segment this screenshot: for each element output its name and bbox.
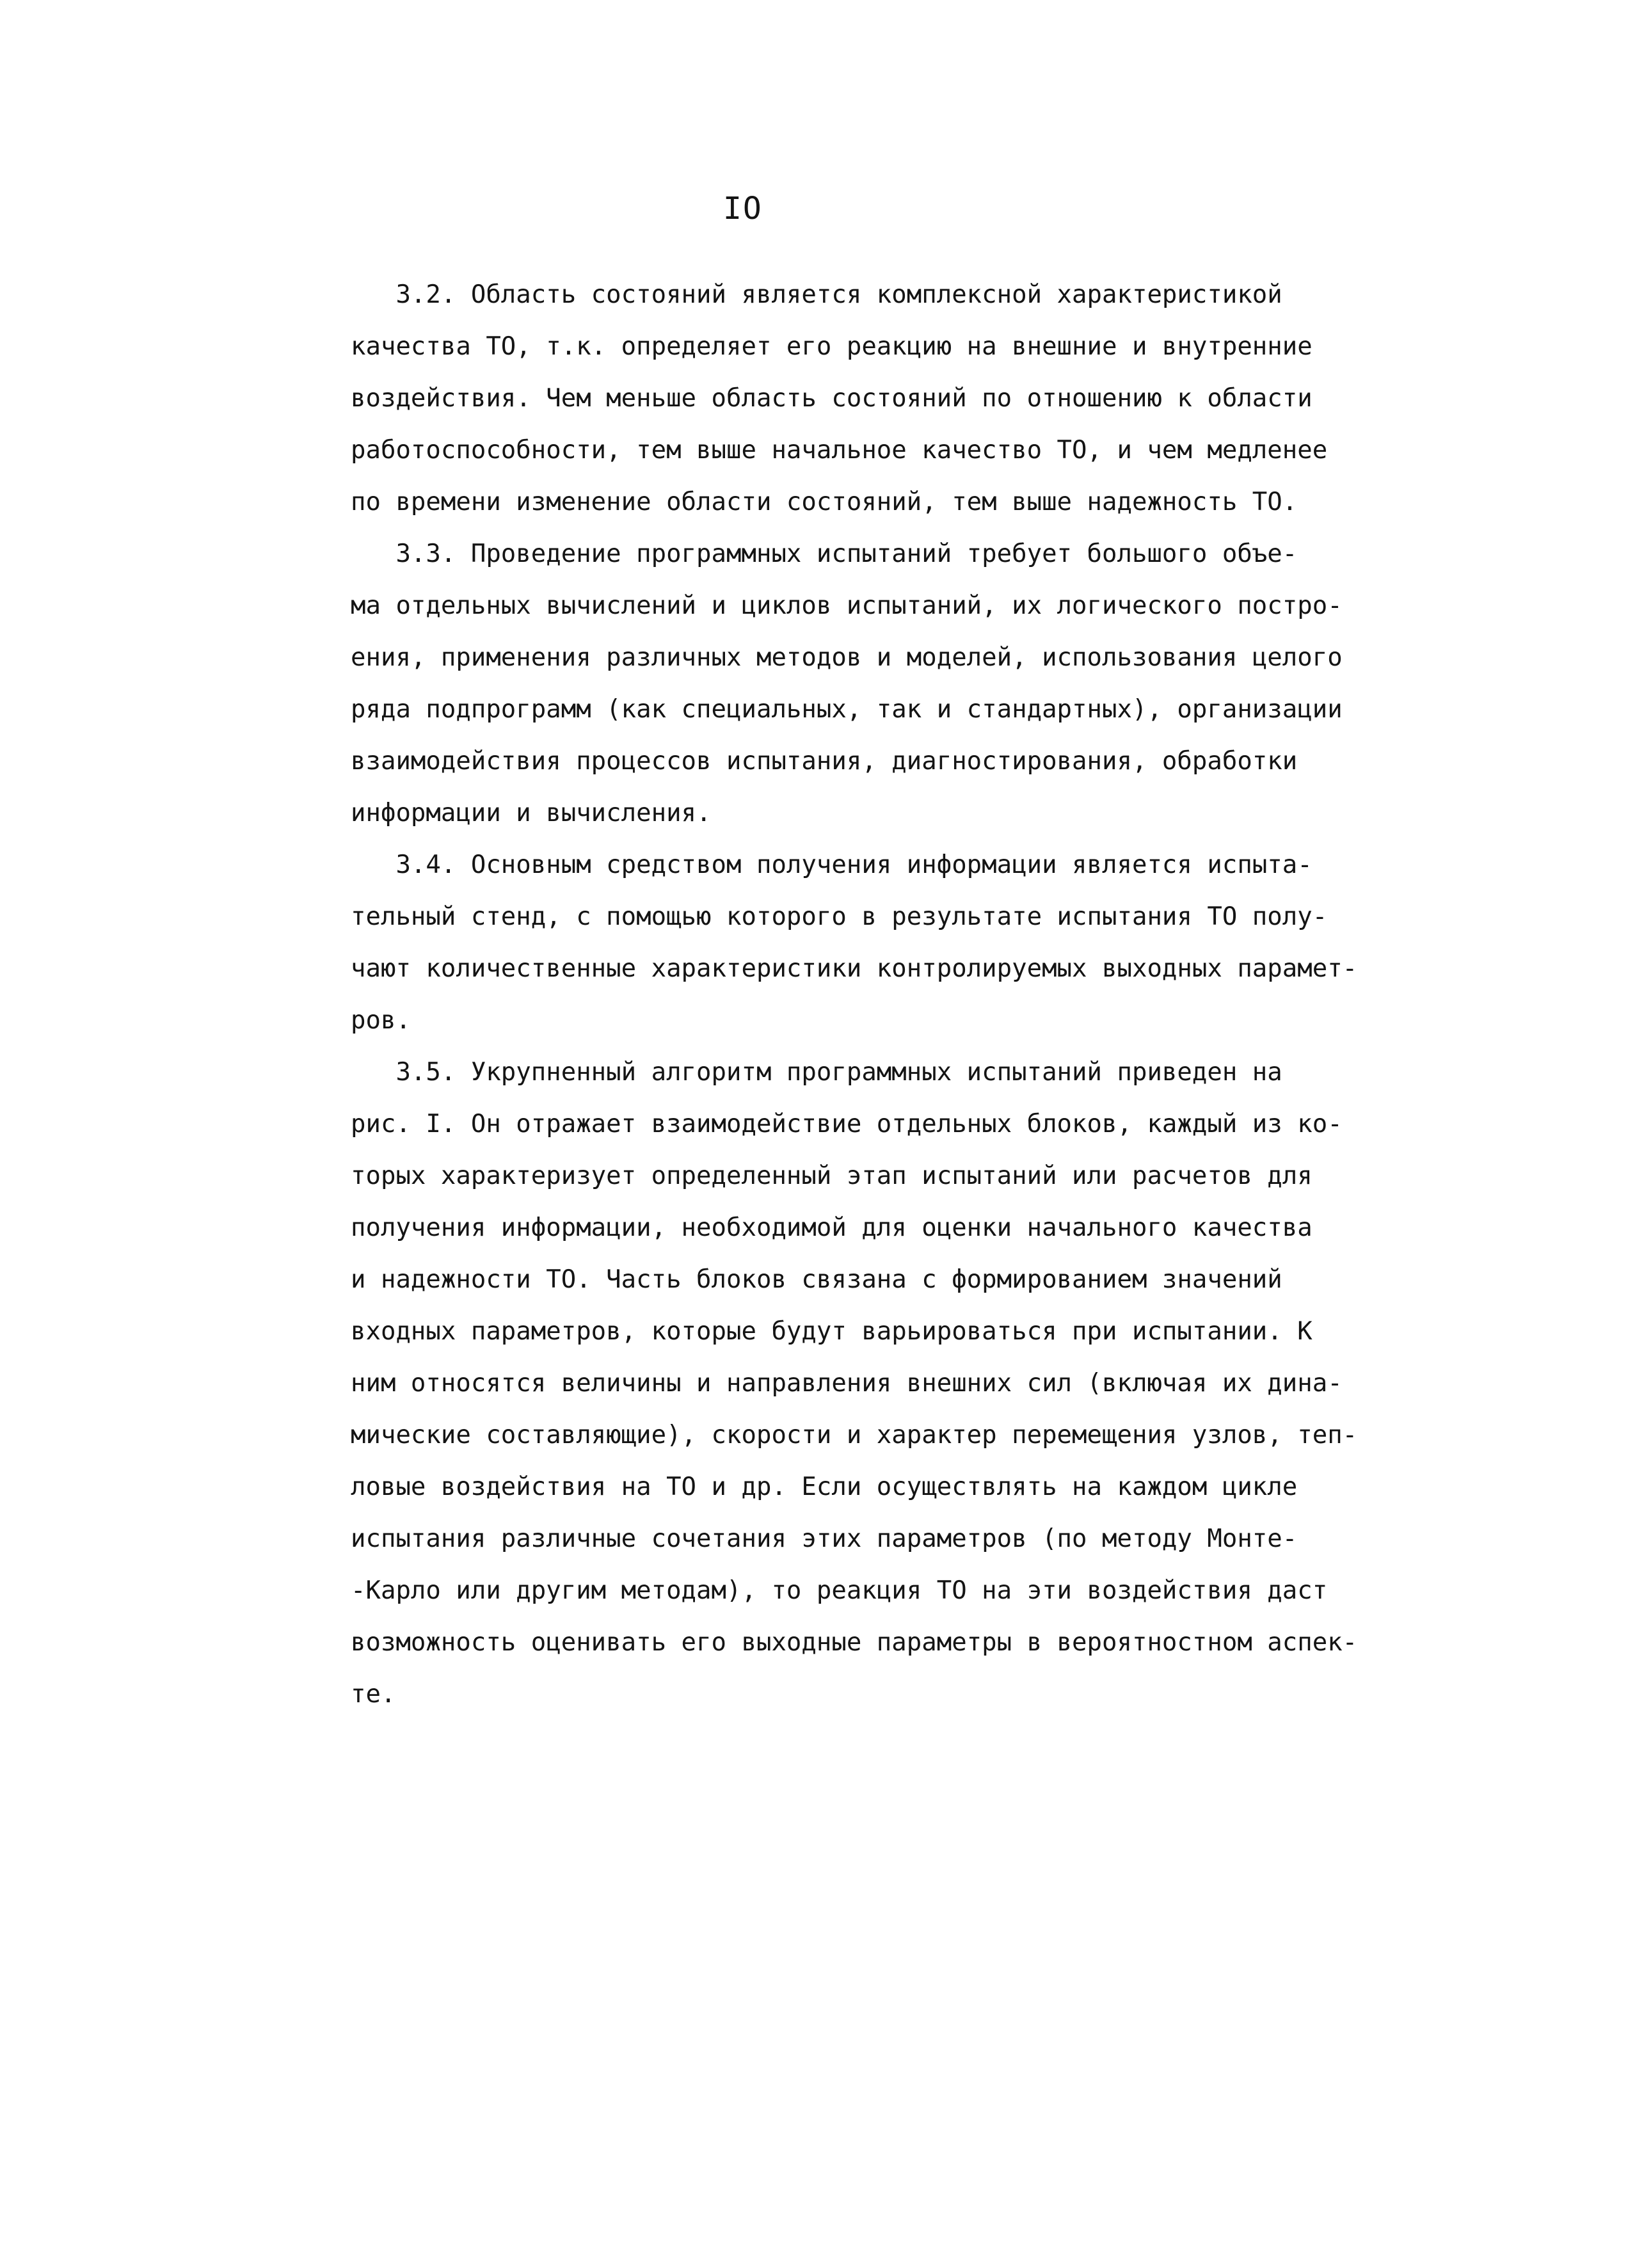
text-line: ним относятся величины и направления внешних сил (включая их дина- — [351, 1369, 1343, 1398]
text-line: по времени изменение области состояний, тем выше надежность ТО. — [351, 488, 1298, 516]
text-line: ров. — [351, 1006, 411, 1035]
text-line: 3.2. Область состояний является комплексной характеристикой — [351, 280, 1282, 309]
text-line: те. — [351, 1680, 396, 1709]
paragraph-3-4 — [351, 839, 1439, 1046]
text-line: -Карло или другим методам), то реакция ТО на эти воздействия даст — [351, 1576, 1328, 1605]
paragraph-3-3 — [351, 528, 1439, 839]
paragraph-3-5 — [351, 1046, 1439, 1720]
text-line: 3.5. Укрупненный алгоритм программных испытаний приведен на — [351, 1058, 1282, 1087]
text-line: 3.4. Основным средством получения информации является испыта- — [351, 850, 1313, 879]
text-line: работоспособности, тем выше начальное качество ТО, и чем медленее — [351, 436, 1328, 465]
text-line: ма отдельных вычислений и циклов испытаний, их логического постро- — [351, 591, 1343, 620]
text-line: информации и вычисления. — [351, 799, 712, 827]
text-line: входных параметров, которые будут варьироваться при испытании. К — [351, 1317, 1313, 1346]
text-line: возможность оценивать его выходные параметры в вероятностном аспек- — [351, 1628, 1358, 1657]
body-text — [351, 269, 1439, 1720]
text-line: качества ТО, т.к. определяет его реакцию на внешние и внутренние — [351, 332, 1313, 361]
page-number: IO — [723, 191, 763, 227]
text-line: рис. I. Он отражает взаимодействие отдельных блоков, каждый из ко- — [351, 1110, 1343, 1138]
text-line: испытания различные сочетания этих параметров (по методу Монте- — [351, 1524, 1298, 1553]
text-line: ения, применения различных методов и моделей, использования целого — [351, 643, 1343, 672]
text-line: 3.3. Проведение программных испытаний требует большого объе- — [351, 539, 1298, 568]
paragraph-3-2 — [351, 269, 1439, 528]
text-line: и надежности ТО. Часть блоков связана с формированием значений — [351, 1265, 1282, 1294]
text-line: чают количественные характеристики контролируемых выходных парамет- — [351, 954, 1358, 983]
text-line: торых характеризует определенный этап испытаний или расчетов для — [351, 1162, 1313, 1190]
text-line: ловые воздействия на ТО и др. Если осуществлять на каждом цикле — [351, 1473, 1298, 1501]
text-line: взаимодействия процессов испытания, диагностирования, обработки — [351, 747, 1298, 776]
text-line: мические составляющие), скорости и характер перемещения узлов, теп- — [351, 1421, 1358, 1449]
text-line: ряда подпрограмм (как специальных, так и стандартных), организации — [351, 695, 1343, 724]
text-line: получения информации, необходимой для оценки начального качества — [351, 1213, 1313, 1242]
text-line: воздействия. Чем меньше область состояний по отношению к области — [351, 384, 1313, 413]
text-line: тельный стенд, с помощью которого в результате испытания ТО полу- — [351, 902, 1328, 931]
